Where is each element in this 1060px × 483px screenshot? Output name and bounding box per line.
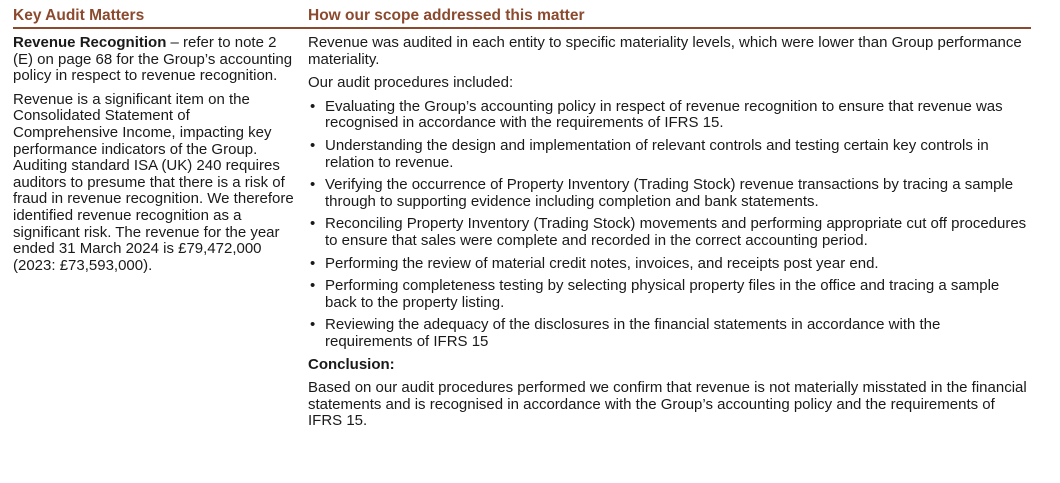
procedures-list xyxy=(308,99,1031,351)
header-key-audit-matters: Key Audit Matters xyxy=(13,7,145,24)
bullet-icon: • xyxy=(310,176,316,194)
list-item: • Verifying the occurrence of Property Inventory (Trading Stock) revenue transactions by tracing a sample through to supporting evidence including completion and bank statements. xyxy=(310,176,1014,210)
list-item: • Performing the review of material credit notes, invoices, and receipts post year end. xyxy=(310,254,879,272)
bullet-icon: • xyxy=(310,316,316,334)
matter-description: Revenue is a significant item on the Consolidated Statement of Comprehensive Income, impacting key performance indicators of the Group. Auditing standard ISA (UK) 240 requires auditors to presume that there is a risk of fraud in revenue recognition. We therefore identified revenue recognition as a significant risk. The revenue for the year ended 31 March 2024 is £79,472,000 (2023: £73,593,000). xyxy=(13,90,294,274)
bullet-icon: • xyxy=(310,277,316,295)
bullet-icon: • xyxy=(310,254,316,272)
table-body xyxy=(13,29,1031,437)
conclusion-text: Based on our audit procedures performed we confirm that revenue is not materially misstated in the financial statements and is recognised in accordance with the Group’s accounting policy and the requirements of IFRS 15. xyxy=(308,379,1027,430)
key-audit-matter-column xyxy=(13,35,295,437)
bullet-icon: • xyxy=(310,215,316,233)
list-item: • Performing completeness testing by selecting physical property files in the office and tracing a sample back to the property listing. xyxy=(310,277,1000,311)
matter-title: Revenue Recognition xyxy=(13,34,167,51)
list-item: • Evaluating the Group’s accounting policy in respect of revenue recognition to ensure that revenue was recognised in accordance with the requirements of IFRS 15. xyxy=(310,97,1003,132)
procedures-intro: Our audit procedures included: xyxy=(308,74,514,92)
bullet-icon: • xyxy=(310,97,316,115)
matter-reference: – refer to note 2 (E) on page 68 for the Group’s accounting policy in respect to revenue recognition. xyxy=(13,34,293,85)
conclusion-heading: Conclusion: xyxy=(308,355,395,373)
list-item: • Understanding the design and implementation of relevant controls and testing certain key controls in relation to revenue. xyxy=(310,136,989,171)
header-scope-addressed: How our scope addressed this matter xyxy=(308,7,585,24)
list-item: • Reviewing the adequacy of the disclosures in the financial statements in accordance with the requirements of IFRS 15 xyxy=(310,316,941,350)
scope-column xyxy=(308,35,1031,437)
matter-lead xyxy=(13,35,295,85)
table-header xyxy=(13,5,1031,29)
bullet-icon: • xyxy=(310,136,316,154)
list-item: • Reconciling Property Inventory (Trading Stock) movements and performing appropriate cut off procedures to ensure that sales were complete and recorded in the correct accounting period. xyxy=(310,215,1027,249)
scope-intro: Revenue was audited in each entity to specific materiality levels, which were lower than Group performance materiality. xyxy=(308,34,1022,68)
